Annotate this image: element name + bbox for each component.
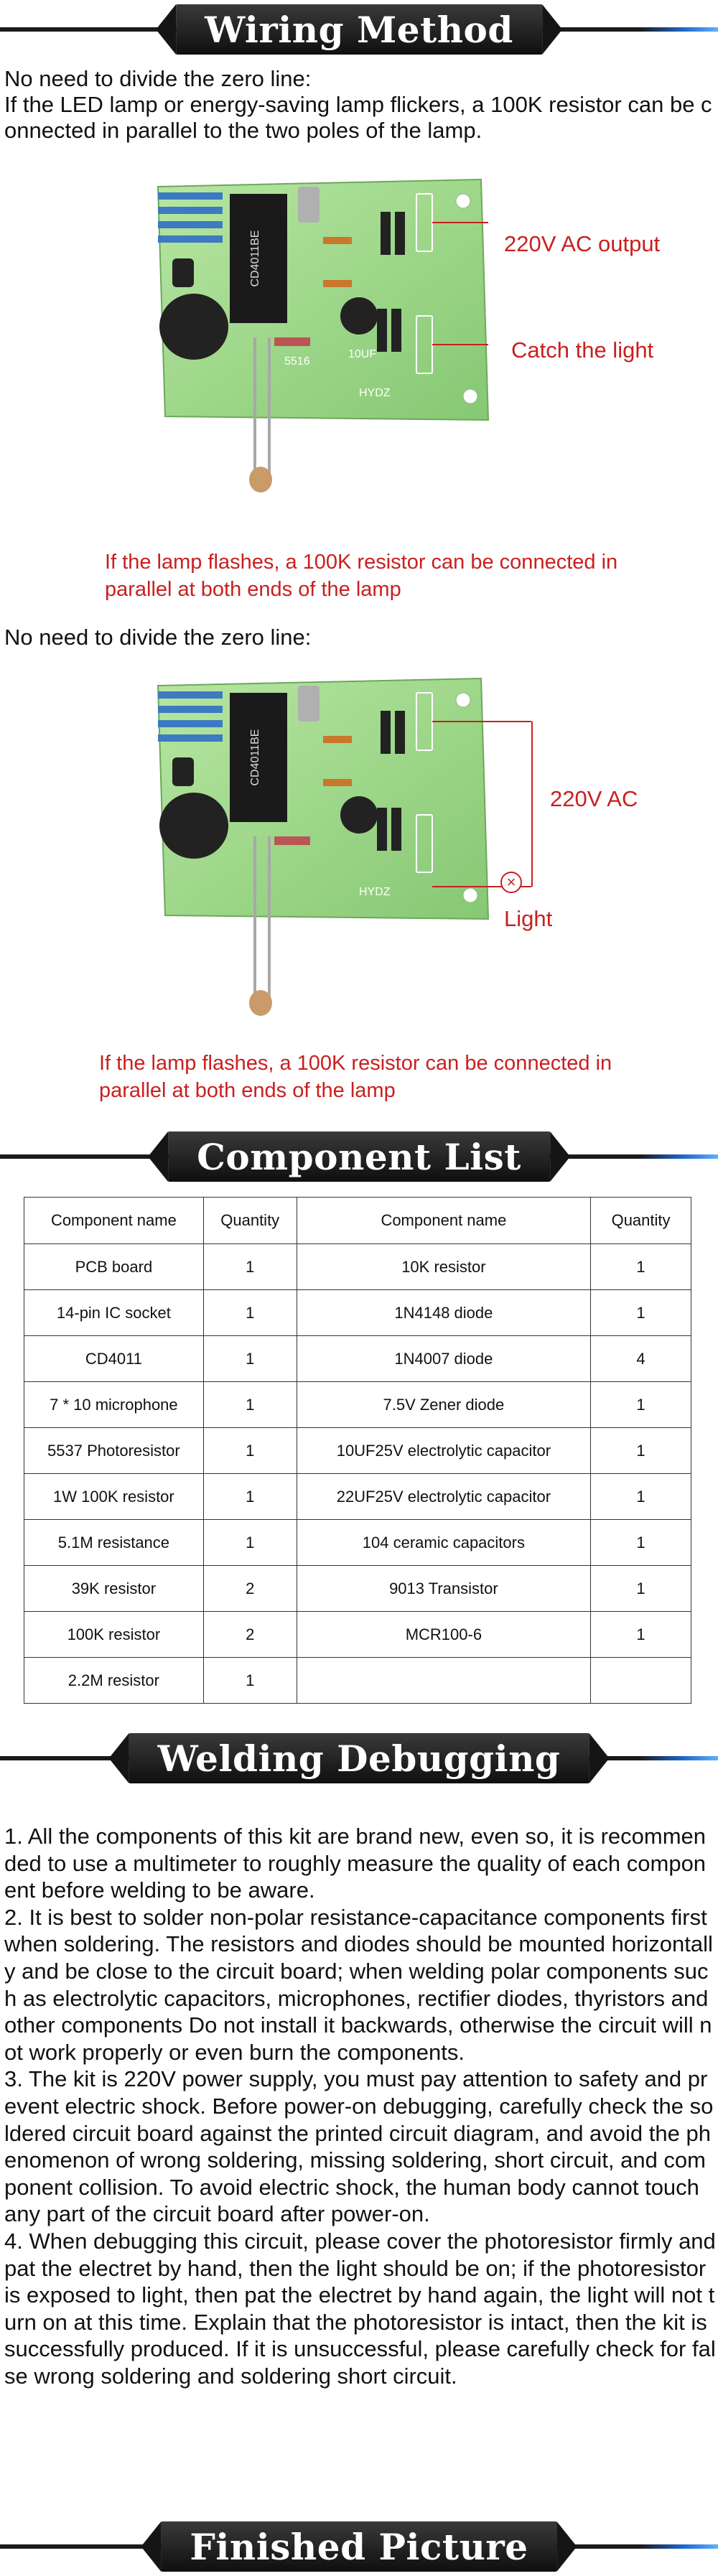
section-banner-welding	[0, 1729, 718, 1788]
welding-steps	[4, 1823, 717, 2389]
table-row	[24, 1428, 691, 1474]
table-cell: 1	[203, 1474, 297, 1520]
table-cell: 2	[203, 1566, 297, 1612]
pcb-photo-1	[144, 172, 531, 503]
table-cell: 1	[203, 1428, 297, 1474]
microphone	[159, 793, 228, 859]
table-cell: 1	[591, 1428, 691, 1474]
table-cell: 1	[591, 1290, 691, 1336]
table-cell: 1	[591, 1520, 691, 1566]
table-row	[24, 1612, 691, 1658]
chip-label: CD4011BE	[249, 729, 261, 786]
ceramic-capacitor	[298, 187, 320, 223]
board-text-10uf: 10UF	[348, 348, 377, 360]
pcb-board-illustration	[144, 671, 531, 1023]
section-banner-wiring	[0, 0, 718, 59]
table-cell: 39K resistor	[24, 1566, 204, 1612]
table-cell: 1	[203, 1244, 297, 1290]
section-title: Component List	[197, 1135, 521, 1178]
column-header: Component name	[297, 1198, 590, 1244]
column-header: Quantity	[591, 1198, 691, 1244]
column-header: Quantity	[203, 1198, 297, 1244]
table-cell: MCR100-6	[297, 1612, 590, 1658]
welding-step: 1. All the components of this kit are brand new, even so, it is recommended to use a multimeter to roughly measure the quality of each component before welding to be aware.	[4, 1824, 707, 1903]
table-cell: 1	[591, 1566, 691, 1612]
callout-220v-ac: 220V AC	[550, 786, 638, 811]
transistor	[172, 757, 194, 786]
intro-line: No need to divide the zero line:	[4, 625, 312, 650]
section-banner-finished	[0, 2517, 718, 2576]
lamp-flash-note: If the lamp flashes, a 100K resistor can be connected in parallel at both ends of the lamp	[105, 551, 618, 601]
electrolytic-capacitor	[340, 796, 378, 834]
table-cell: 2	[203, 1612, 297, 1658]
table-cell: CD4011	[24, 1336, 204, 1382]
section-title: Finished Picture	[190, 2525, 528, 2568]
table-cell: 1	[591, 1382, 691, 1428]
callout-ac-output: 220V AC output	[504, 231, 661, 256]
table-header-row	[24, 1198, 691, 1244]
table-row	[24, 1474, 691, 1520]
table-cell: 7.5V Zener diode	[297, 1382, 590, 1428]
pcb-photo-2	[144, 671, 531, 1023]
table-cell	[591, 1658, 691, 1704]
lamp-flash-note: If the lamp flashes, a 100K resistor can be connected in parallel at both ends of the lamp	[99, 1052, 612, 1102]
table-cell: 104 ceramic capacitors	[297, 1520, 590, 1566]
lamp-symbol-icon: ×	[500, 872, 522, 893]
table-row	[24, 1658, 691, 1704]
table-cell: 100K resistor	[24, 1612, 204, 1658]
section-banner-components	[0, 1127, 718, 1186]
table-cell: 1	[203, 1520, 297, 1566]
intro-paragraph: If the LED lamp or energy-saving lamp flickers, a 100K resistor can be connected in parallel to the two poles of the lamp.	[4, 92, 712, 143]
chip-label: CD4011BE	[249, 230, 261, 287]
table-cell: PCB board	[24, 1244, 204, 1290]
table-cell: 14-pin IC socket	[24, 1290, 204, 1336]
table-cell: 1	[203, 1658, 297, 1704]
table-row	[24, 1290, 691, 1336]
table-cell	[297, 1658, 590, 1704]
table-cell: 1N4148 diode	[297, 1290, 590, 1336]
welding-step: 3. The kit is 220V power supply, you must pay attention to safety and prevent electric shock. Before power-on debugging, carefully check the soldered circuit board against the printed circuit diagram, and avoid the phenomenon of wrong soldering, missing soldering, short circuit, and component collision. To avoid electric shock, the human body cannot touch any part of the circuit board after power-on.	[4, 2066, 714, 2227]
table-cell: 1	[591, 1474, 691, 1520]
table-cell: 1	[591, 1244, 691, 1290]
microphone	[159, 294, 228, 360]
section-title: Welding Debugging	[157, 1737, 561, 1780]
lamp-wire-vertical	[531, 722, 533, 887]
welding-step: 2. It is best to solder non-polar resistance-capacitance components first when soldering. The resistors and diodes should be mounted horizontally and be close to the circuit board; when welding polar components such as electrolytic capacitors, microphones, rectifier diodes, thyristors and other components Do not install it backwards, otherwise the circuit will not work properly or even burn the components.	[4, 1904, 713, 2065]
welding-step: 4. When debugging this circuit, please cover the photoresistor firmly and pat the electret by hand, then the light should be on; if the photoresistor is exposed to light, then pat the electret by hand again, the light will not turn on at this time. Explain that the photoresistor is intact, then the kit is successfully produced. If it is unsuccessful, please carefully check for false wrong soldering and soldering short circuit.	[4, 2228, 716, 2389]
section-title: Wiring Method	[205, 8, 513, 51]
table-row	[24, 1382, 691, 1428]
table-cell: 9013 Transistor	[297, 1566, 590, 1612]
board-text-5516: 5516	[284, 355, 310, 368]
table-row	[24, 1566, 691, 1612]
table-row	[24, 1336, 691, 1382]
callout-light: Light	[504, 906, 553, 931]
table-cell: 22UF25V electrolytic capacitor	[297, 1474, 590, 1520]
table-cell: 5537 Photoresistor	[24, 1428, 204, 1474]
table-cell: 1W 100K resistor	[24, 1474, 204, 1520]
table-cell: 5.1M resistance	[24, 1520, 204, 1566]
table-cell: 1	[203, 1336, 297, 1382]
table-cell: 4	[591, 1336, 691, 1382]
table-cell: 1	[591, 1612, 691, 1658]
column-header: Component name	[24, 1198, 204, 1244]
electrolytic-capacitor	[340, 297, 378, 335]
intro-line: No need to divide the zero line:	[4, 66, 312, 91]
table-row	[24, 1244, 691, 1290]
table-row	[24, 1520, 691, 1566]
board-text-hydz: HYDZ	[359, 387, 391, 399]
component-table	[24, 1197, 691, 1704]
table-cell: 1N4007 diode	[297, 1336, 590, 1382]
table-cell: 1	[203, 1290, 297, 1336]
board-text-hydz: HYDZ	[359, 886, 391, 898]
callout-catch-light: Catch the light	[511, 337, 654, 363]
transistor	[172, 258, 194, 287]
table-cell: 1	[203, 1382, 297, 1428]
pcb-board-illustration	[144, 172, 531, 503]
table-cell: 2.2M resistor	[24, 1658, 204, 1704]
table-cell: 10UF25V electrolytic capacitor	[297, 1428, 590, 1474]
table-cell: 10K resistor	[297, 1244, 590, 1290]
table-cell: 7 * 10 microphone	[24, 1382, 204, 1428]
